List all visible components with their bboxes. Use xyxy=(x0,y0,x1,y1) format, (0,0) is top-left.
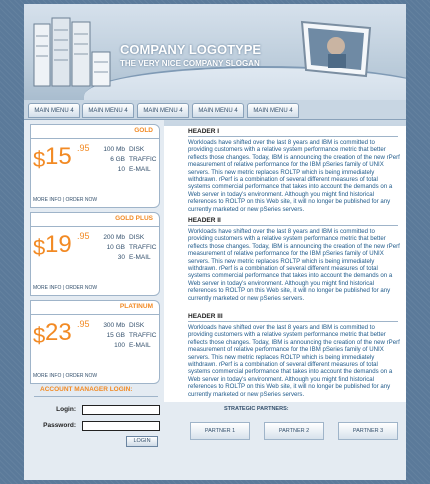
nav-main-menu-4[interactable]: MAIN MENU 4 xyxy=(192,103,244,118)
spec-label: E-MAIL xyxy=(129,166,151,173)
price-integer: 23 xyxy=(45,319,72,346)
spec-label: TRAFFIC xyxy=(129,332,157,339)
section-title: HEADER II xyxy=(188,217,221,224)
section-text: Workloads have shifted over the last 8 years and IBM is committed to providing customers with a relative system performance metric that better reflects those changes. Today, IBM is announcing the creation of the new rPerf measurement of relative performance for the IBM pSeries family of UNIX servers. This new metric replaces ROLTP which is being immediately withdrawn. rPerf is a combination of several different measures of total systems commercial performance that takes into account the demands on a Web server in today's environment. Although you might find historical references to ROLTP on this Web site, it will no longer be published for any currently marketed or new pSeries servers. xyxy=(188,228,400,302)
plan-specs xyxy=(97,145,156,175)
price-cents: .95 xyxy=(77,231,90,241)
more-info-link[interactable]: MORE INFO xyxy=(33,197,62,203)
link-separator: | xyxy=(62,197,65,203)
order-now-link[interactable]: ORDER NOW xyxy=(65,373,98,379)
plan-name: GOLD xyxy=(134,127,153,134)
plan-specs xyxy=(97,233,156,263)
plan-links xyxy=(33,285,97,291)
spec-label: E-MAIL xyxy=(129,254,151,261)
logo-slogan: THE VERY NICE COMPANY SLOGAN xyxy=(120,59,260,68)
spec-value: 15 GB xyxy=(106,332,125,339)
plan-links xyxy=(33,373,97,379)
divider xyxy=(31,138,159,139)
spec-label: E-MAIL xyxy=(129,342,151,349)
spec-label: DISK xyxy=(129,146,145,153)
login-button[interactable]: LOGIN xyxy=(126,436,158,447)
password-label: Password: xyxy=(43,422,76,429)
login-label: Login: xyxy=(56,406,76,413)
login-input[interactable] xyxy=(82,405,160,415)
left-column xyxy=(24,120,164,480)
spec-label: DISK xyxy=(129,322,145,329)
plan-name: PLATINUM xyxy=(119,303,153,310)
order-now-link[interactable]: ORDER NOW xyxy=(65,285,98,291)
plan-name: GOLD PLUS xyxy=(115,215,153,222)
section-text: Workloads have shifted over the last 8 years and IBM is committed to providing customers with a relative system performance metric that better reflects those changes. Today, IBM is announcing the creation of the new rPerf measurement of relative performance for the IBM pSeries family of UNIX servers. This new metric replaces ROLTP which is being immediately withdrawn. rPerf is a combination of several different measures of total systems commercial performance that takes into account the demands on a Web server in today's environment. Although you might find historical references to ROLTP on this Web site, it will no longer be published for any currently marketed or new pSeries servers. xyxy=(188,139,400,213)
spec-label: TRAFFIC xyxy=(129,244,157,251)
plan-specs xyxy=(97,321,156,351)
partner-2-button[interactable]: PARTNER 2 xyxy=(264,422,324,440)
partners-bar xyxy=(164,402,406,480)
divider xyxy=(31,314,159,315)
main-nav xyxy=(24,100,406,120)
spec-value: 100 Mb xyxy=(103,146,125,153)
spec-value: 6 GB xyxy=(110,156,125,163)
plan-card-platinum xyxy=(30,300,160,384)
divider xyxy=(34,396,158,397)
logo-title: COMPANY LOGOTYPE xyxy=(120,42,262,57)
more-info-link[interactable]: MORE INFO xyxy=(33,285,62,291)
partner-3-button[interactable]: PARTNER 3 xyxy=(338,422,398,440)
divider xyxy=(188,136,398,137)
price-integer: 15 xyxy=(45,143,72,170)
spec-value: 300 Mb xyxy=(103,322,125,329)
spec-value: 10 GB xyxy=(106,244,125,251)
spec-label: DISK xyxy=(129,234,145,241)
price-integer: 19 xyxy=(45,231,72,258)
nav-main-menu-5[interactable]: MAIN MENU 4 xyxy=(247,103,299,118)
divider xyxy=(31,226,159,227)
partner-1-button[interactable]: PARTNER 1 xyxy=(190,422,250,440)
section-title: HEADER III xyxy=(188,313,223,320)
servers-illustration-icon xyxy=(32,16,112,92)
plan-links xyxy=(33,197,97,203)
nav-main-menu-2[interactable]: MAIN MENU 4 xyxy=(82,103,134,118)
spec-label: TRAFFIC xyxy=(129,156,157,163)
more-info-link[interactable]: MORE INFO xyxy=(33,373,62,379)
partners-title: STRATEGIC PARTNERS: xyxy=(224,406,289,412)
login-title: ACCOUNT MANAGER LOGIN: xyxy=(40,386,133,393)
plan-card-gold xyxy=(30,124,160,208)
price-dollar-sign: $ xyxy=(33,235,46,260)
spec-value: 100 xyxy=(114,342,125,349)
nav-main-menu-1[interactable]: MAIN MENU 4 xyxy=(28,103,80,118)
page xyxy=(24,4,406,480)
section-text: Workloads have shifted over the last 8 years and IBM is committed to providing customers with a relative system performance metric that better reflects those changes. Today, IBM is announcing the creation of the new rPerf measurement of relative performance for the IBM pSeries family of UNIX servers. This new metric replaces ROLTP which is being immediately withdrawn. rPerf is a combination of several different measures of total systems commercial performance that takes into account the demands on a Web server in today's environment. Although you might find historical references to ROLTP on this Web site, it will no longer be published for any currently marketed or new pSeries servers. xyxy=(188,324,400,398)
nav-main-menu-3[interactable]: MAIN MENU 4 xyxy=(137,103,189,118)
link-separator: | xyxy=(62,285,65,291)
spec-value: 30 xyxy=(117,254,125,261)
price-cents: .95 xyxy=(77,319,90,329)
divider xyxy=(188,225,398,226)
price-cents: .95 xyxy=(77,143,90,153)
spec-value: 10 xyxy=(117,166,125,173)
section-title: HEADER I xyxy=(188,128,220,135)
order-now-link[interactable]: ORDER NOW xyxy=(65,197,98,203)
divider xyxy=(188,321,398,322)
site-header xyxy=(24,4,406,100)
monitor-illustration-icon xyxy=(296,18,376,84)
link-separator: | xyxy=(62,373,65,379)
password-input[interactable] xyxy=(82,421,160,431)
price-dollar-sign: $ xyxy=(33,323,46,348)
price-dollar-sign: $ xyxy=(33,147,46,172)
spec-value: 200 Mb xyxy=(103,234,125,241)
plan-card-gold-plus xyxy=(30,212,160,296)
